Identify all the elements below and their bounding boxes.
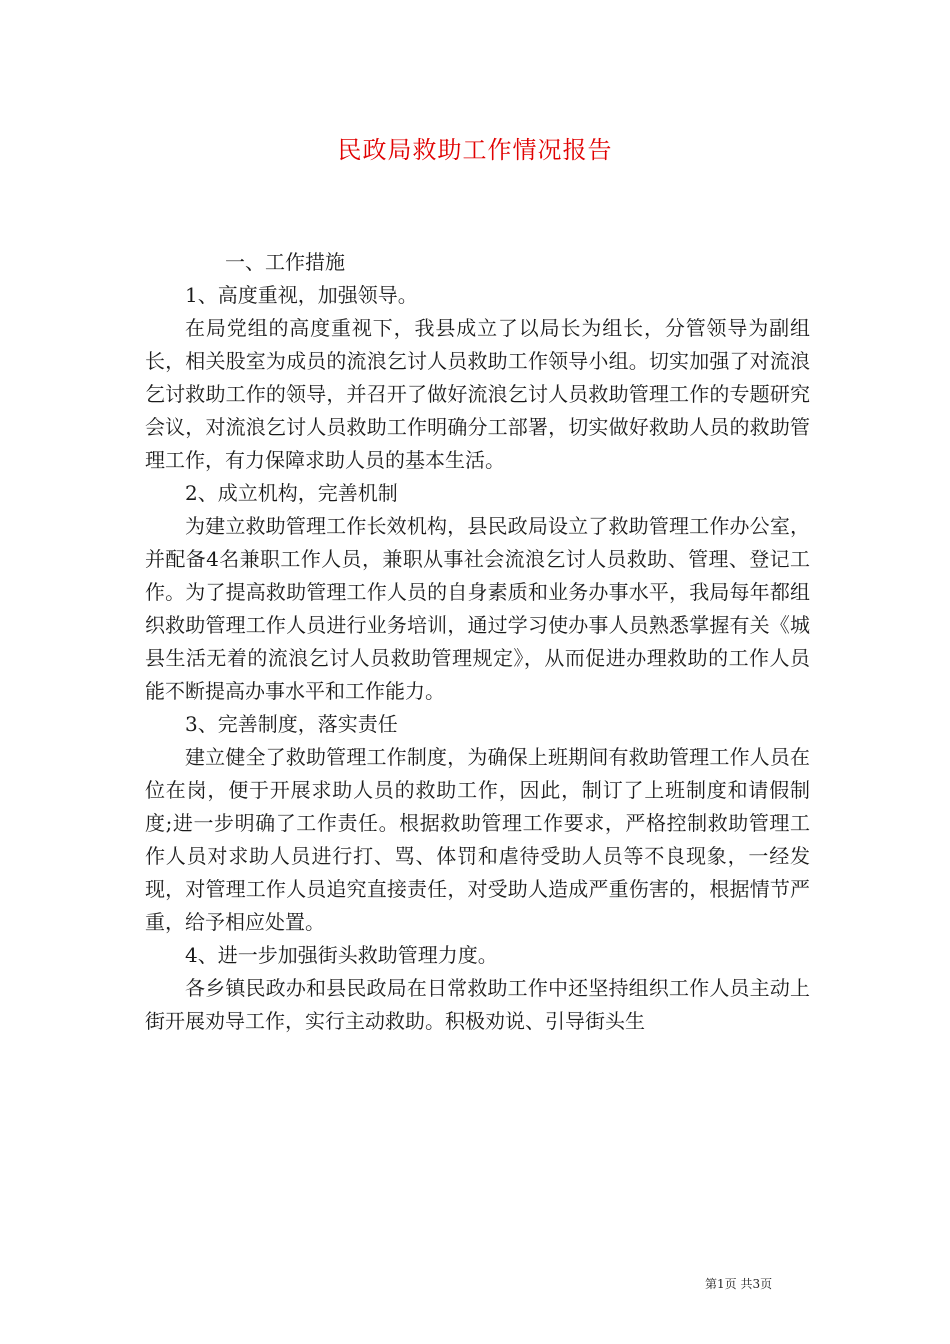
paragraph: 建立健全了救助管理工作制度，为确保上班期间有救助管理工作人员在位在岗，便于开展求助人员的救助工作，因此，制订了上班制度和请假制度;进一步明确了工作责任。根据救助管理工作要求，严格控制救助管理工作人员对求助人员进行打、骂、体罚和虐待受助人员等不良现象，一经发现，对管理工作人员追究直接责任，对受助人造成严重伤害的，根据情节严重，给予相应处置。 xyxy=(145,745,810,934)
paragraph: 为建立救助管理工作长效机构，县民政局设立了救助管理工作办公室，并配备4名兼职工作人员，兼职从事社会流浪乞讨人员救助、管理、登记工作。为了提高救助管理工作人员的自身素质和业务办事水平，我局每年都组织救助管理工作人员进行业务培训，通过学习使办事人员熟悉掌握有关《城县生活无着的流浪乞讨人员救助管理规定》，从而促进办理救助的工作人员能不断提高办事水平和工作能力。 xyxy=(145,514,810,703)
subsection-heading: 2、成立机构，完善机制 xyxy=(185,481,398,505)
subsection-heading: 4、进一步加强街头救助管理力度。 xyxy=(185,943,498,967)
paragraph: 在局党组的高度重视下，我县成立了以局长为组长，分管领导为副组长，相关股室为成员的流浪乞讨人员救助工作领导小组。切实加强了对流浪乞讨救助工作的领导，并召开了做好流浪乞讨人员救助管理工作的专题研究会议，对流浪乞讨人员救助工作明确分工部署，切实做好救助人员的救助管理工作，有力保障求助人员的基本生活。 xyxy=(145,316,810,472)
page-number: 第1页 共3页 xyxy=(705,1277,773,1291)
subsection-heading: 3、完善制度，落实责任 xyxy=(185,712,398,736)
document-title: 民政局救助工作情况报告 xyxy=(337,136,613,164)
paragraph: 各乡镇民政办和县民政局在日常救助工作中还坚持组织工作人员主动上街开展劝导工作，实行主动救助。积极劝说、引导街头生 xyxy=(145,976,810,1033)
document-body xyxy=(145,246,810,1038)
subsection-heading: 1、高度重视，加强领导。 xyxy=(185,283,418,307)
section-heading: 一、工作措施 xyxy=(225,250,345,274)
